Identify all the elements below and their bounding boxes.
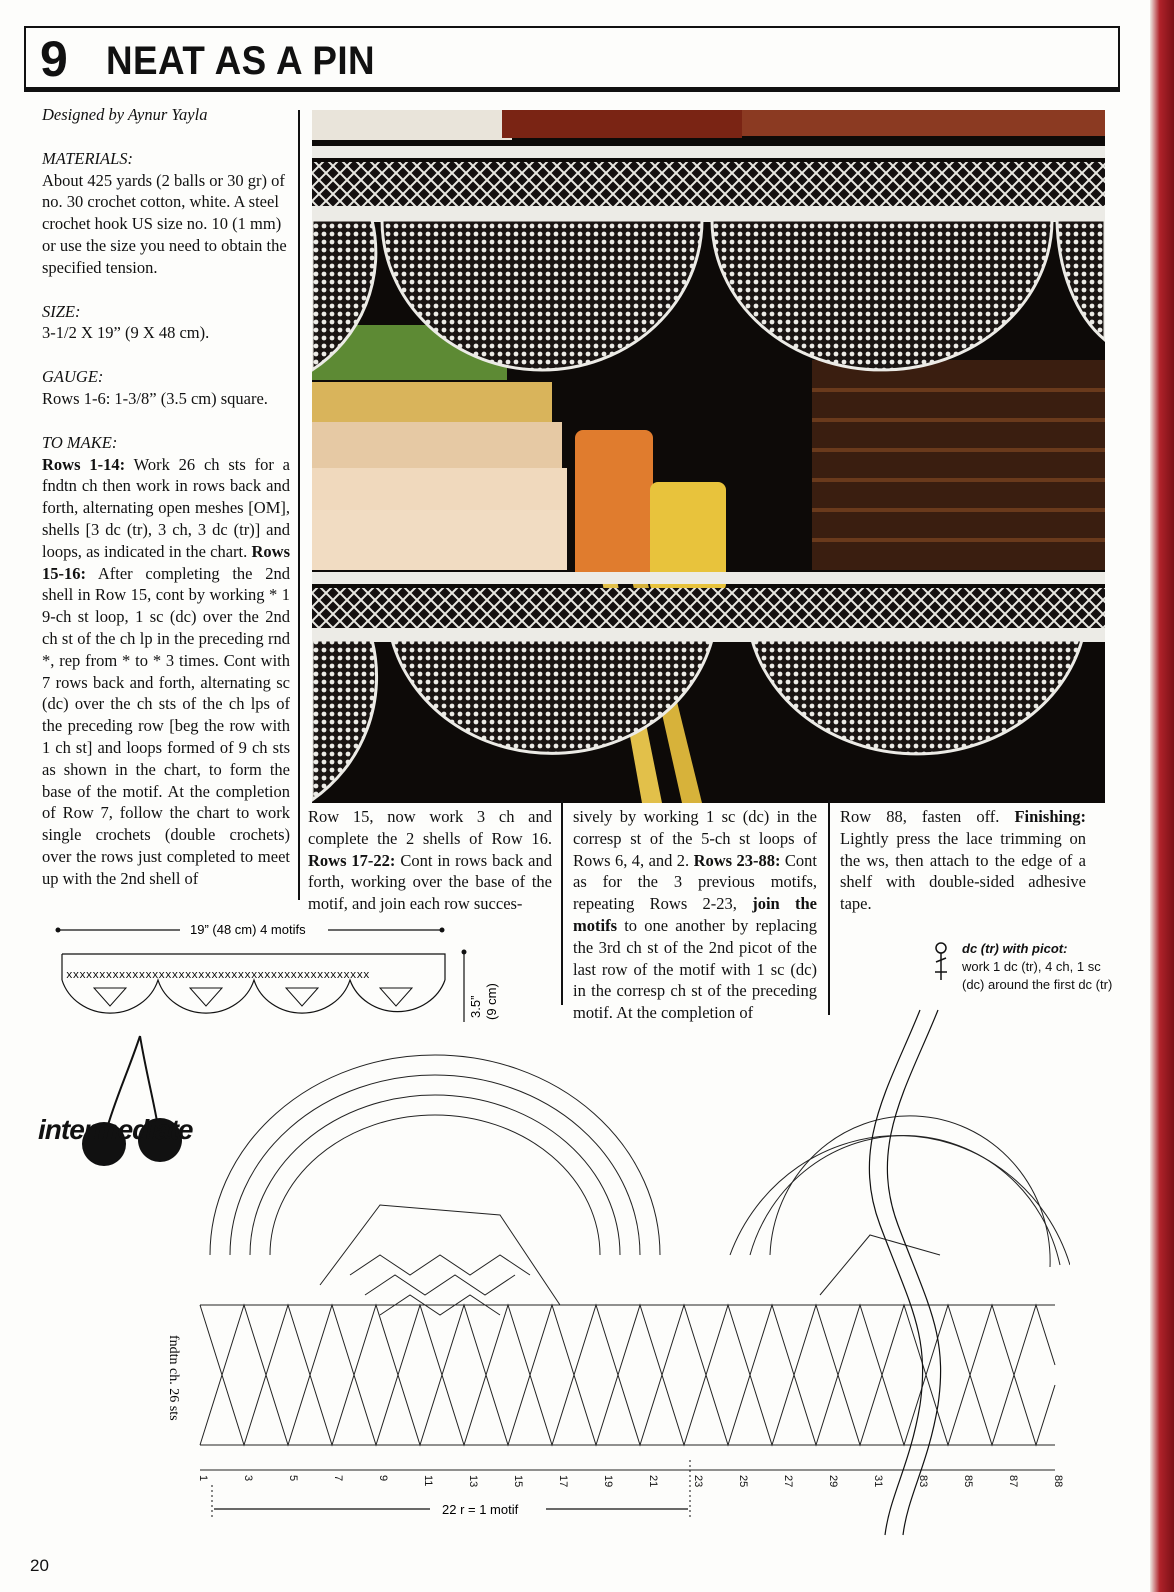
col3-text-b: Cont as for the 3 previous motifs, repeating Rows 2-23, — [573, 850, 817, 914]
row-number-label: 11 — [422, 1475, 434, 1487]
row-number-label: 23 — [692, 1475, 704, 1488]
instructions-column-4 — [840, 806, 1086, 915]
shelf-lace-photo — [312, 110, 1105, 803]
row-number-label: 19 — [602, 1475, 614, 1488]
row-number-label: 88 — [1052, 1475, 1064, 1488]
materials-heading: MATERIALS: — [42, 148, 134, 168]
col3-text-a: sively by working 1 sc (dc) in the corresp st of the 5-ch st loops of Rows 6, 4, and 2. — [573, 807, 817, 870]
row-number-label: 17 — [557, 1475, 569, 1488]
difficulty-label: intermediate — [38, 1114, 193, 1145]
rows-17-22-label: Rows 17-22: — [308, 850, 396, 870]
size-heading: SIZE: — [42, 301, 81, 321]
finishing-label: Finishing: — [1014, 807, 1086, 826]
pattern-number: 9 — [40, 31, 68, 87]
instructions-column-2 — [308, 806, 552, 915]
row-number-label: 83 — [917, 1475, 929, 1488]
row-number-label: 5 — [287, 1475, 299, 1482]
rows-1-14-label: Rows 1-14: — [42, 454, 126, 474]
row-number-label: 3 — [242, 1475, 254, 1482]
materials-text: About 425 yards (2 balls or 30 gr) of no. 30 crochet cotton, white. A steel crochet hook US size no. 10 (1 mm) or use the size you need to obtain the specified tension. — [42, 170, 287, 277]
column-rule-3 — [828, 800, 830, 1015]
rows-23-88-label: Rows 23-88: — [693, 850, 781, 870]
repeat-label: 22 r = 1 motif — [442, 1502, 519, 1517]
row-number-label: 9 — [377, 1475, 389, 1482]
col3-text-c: to one another by replacing the 3rd ch st of the 2nd picot of the last row of the motif with 1 sc (dc) in the corresp ch st of the preceding motif. At the completion of — [573, 915, 817, 1023]
col2-text-a: Row 15, now work 3 ch and complete the 2 shells of Row 16. — [308, 807, 552, 848]
row-number-label: 85 — [962, 1475, 974, 1488]
row-number-label: 7 — [332, 1475, 344, 1482]
symbol-legend — [962, 940, 1122, 994]
legend-title: dc (tr) with picot: — [962, 941, 1068, 956]
col2-text-b: Cont in rows back and forth, working over the base of the motif, and join each row succes- — [308, 850, 552, 914]
col4-text-a: Row 88, fasten off. — [840, 807, 1015, 826]
row-number-label: 87 — [1007, 1475, 1019, 1488]
row-number-label: 25 — [737, 1475, 749, 1488]
row-number-axis — [197, 1475, 1064, 1487]
join-motifs-label: join the motifs — [573, 894, 817, 935]
row-number-label: 31 — [872, 1475, 884, 1488]
row-number-label: 21 — [647, 1475, 659, 1488]
schematic-edge-pattern: xxxxxxxxxxxxxxxxxxxxxxxxxxxxxxxxxxxxxxxxxxxxxx — [66, 970, 370, 982]
schematic-height-cm-label: (9 cm) — [484, 983, 499, 1020]
row-number-label: 27 — [782, 1475, 794, 1488]
schematic-width-label: 19” (48 cm) 4 motifs — [190, 922, 306, 937]
instructions-column-1 — [42, 104, 290, 890]
col4-text-b: Lightly press the lace trimming on the ws, then attach to the edge of a shelf with double-sided adhesive tape. — [840, 828, 1086, 914]
title-bar — [24, 26, 1120, 92]
column-rule-2 — [561, 800, 563, 1005]
to-make-heading: TO MAKE: — [42, 432, 118, 452]
gauge-text: Rows 1-6: 1-3/8” (3.5 cm) square. — [42, 388, 268, 408]
row-number-label: 29 — [827, 1475, 839, 1488]
designer-credit: Designed by Aynur Yayla — [42, 105, 208, 124]
row-number-label: 13 — [467, 1475, 479, 1488]
to-make-text — [42, 454, 290, 890]
size-text: 3-1/2 X 19” (9 X 48 cm). — [42, 323, 210, 343]
page-edge — [1150, 0, 1174, 1592]
legend-text: work 1 dc (tr), 4 ch, 1 sc (dc) around the first dc (tr) — [962, 959, 1113, 992]
foundation-chain-label: fndtn ch. 26 sts — [166, 1335, 181, 1421]
rows-15-16-label: Rows 15-16: — [42, 541, 290, 583]
page-title: NEAT AS A PIN — [106, 39, 376, 83]
row-number-label: 15 — [512, 1475, 524, 1488]
schematic-height-label: 3.5” — [468, 995, 483, 1018]
crochet-chart — [150, 1005, 1070, 1540]
column-rule — [298, 110, 300, 900]
instructions-column-3 — [573, 806, 817, 1024]
page-number: 20 — [30, 1556, 49, 1575]
row-number-label: 1 — [197, 1475, 209, 1482]
rows-15-16-text: After completing the 2nd shell in Row 15, cont by working * 1 9-ch st loop, 1 sc (dc) over the 2nd ch st of the ch lp in the preceding rnd *, rep from * to * 3 times. Cont with 7 rows back and forth, alternating sc (dc) over the ch sts of the ch lps of the preceding row [beg the row with 1 ch st] and loops formed of 9 ch sts as shown in the chart, to form the base of the motif. At the completion of Row 7, follow the chart to work single crochets (double crochets) over the rows just completed to meet up with the 2nd shell of — [42, 563, 290, 888]
gauge-heading: GAUGE: — [42, 367, 104, 387]
dc-picot-symbol-icon — [930, 940, 954, 982]
rows-1-14-text: Work 26 ch sts for a fndtn ch then work in rows back and forth, alternating open meshes [OM], shells [3 dc (tr), 3 ch, 3 dc (tr)] and loops, as indicated in the chart. — [42, 454, 290, 561]
